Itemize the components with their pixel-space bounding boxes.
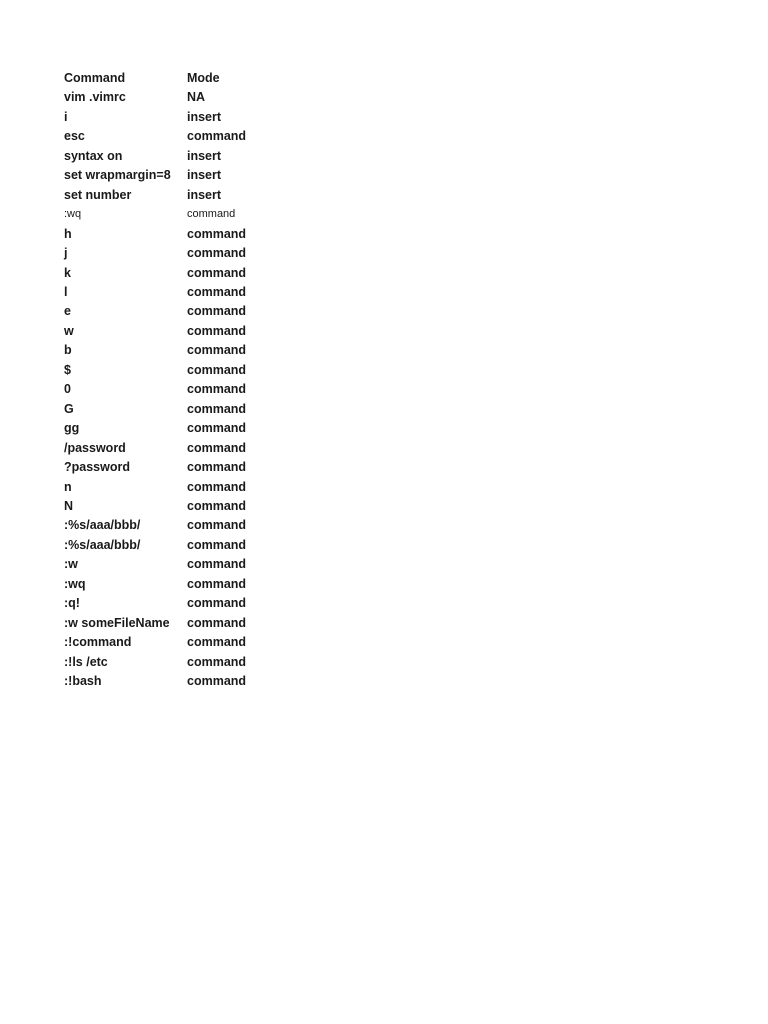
table-row (64, 302, 267, 321)
table-row (64, 497, 267, 516)
mode-cell: command (187, 284, 247, 299)
mode-cell: command (187, 265, 247, 280)
mode-cell: command (187, 615, 247, 630)
command-cell: gg (64, 421, 80, 436)
table-row (64, 536, 267, 555)
command-cell: set number (64, 187, 132, 202)
table-header-row (64, 69, 267, 88)
command-cell: set wrapmargin=8 (64, 168, 171, 183)
table-row (64, 478, 267, 497)
command-cell: :wq (64, 208, 82, 221)
mode-cell: command (187, 421, 247, 436)
mode-cell: insert (187, 148, 222, 163)
table-row (64, 147, 267, 166)
command-cell: syntax on (64, 148, 123, 163)
table-row (64, 633, 267, 652)
command-cell: esc (64, 129, 85, 144)
command-cell: :%s/aaa/bbb/ (64, 537, 141, 552)
mode-cell: command (187, 557, 247, 572)
command-cell: l (64, 284, 68, 299)
mode-cell: command (187, 323, 247, 338)
mode-cell: command (187, 460, 247, 475)
mode-cell: command (187, 304, 247, 319)
mode-cell: command (187, 576, 247, 591)
mode-cell: command (187, 537, 247, 552)
table-row (64, 672, 267, 691)
table-row (64, 166, 267, 185)
command-cell: N (64, 498, 74, 513)
table-row (64, 594, 267, 613)
table-row (64, 439, 267, 458)
table-row (64, 341, 267, 360)
command-cell: :q! (64, 596, 80, 611)
table-row (64, 380, 267, 399)
command-cell: $ (64, 362, 71, 377)
table-row (64, 108, 267, 127)
command-cell: /password (64, 440, 126, 455)
table-row (64, 127, 267, 146)
command-cell: i (64, 109, 68, 124)
table-row (64, 283, 267, 302)
mode-cell: insert (187, 187, 222, 202)
mode-cell: command (187, 440, 247, 455)
mode-cell: command (187, 596, 247, 611)
command-cell: :!ls /etc (64, 654, 108, 669)
command-cell: ?password (64, 460, 130, 475)
mode-cell: command (187, 674, 247, 689)
mode-cell: command (187, 382, 247, 397)
table-row (64, 516, 267, 535)
command-cell: vim .vimrc (64, 90, 126, 105)
table-row (64, 264, 267, 283)
command-cell: w (64, 323, 74, 338)
mode-cell: command (187, 479, 247, 494)
command-cell: 0 (64, 382, 71, 397)
mode-cell: command (187, 208, 236, 221)
mode-cell: command (187, 401, 247, 416)
command-cell: h (64, 226, 72, 241)
command-cell: :%s/aaa/bbb/ (64, 518, 141, 533)
table-row (64, 322, 267, 341)
mode-cell: command (187, 129, 247, 144)
table-row (64, 225, 267, 244)
command-cell: n (64, 479, 72, 494)
mode-cell: command (187, 362, 247, 377)
mode-cell: command (187, 654, 247, 669)
command-table (64, 69, 267, 692)
mode-cell: command (187, 343, 247, 358)
mode-cell: insert (187, 109, 222, 124)
mode-cell: command (187, 226, 247, 241)
table-row (64, 458, 267, 477)
command-cell: :wq (64, 576, 86, 591)
table-row (64, 653, 267, 672)
command-cell: j (64, 246, 68, 261)
command-cell: b (64, 343, 72, 358)
table-row (64, 575, 267, 594)
command-cell: :w someFileName (64, 615, 170, 630)
table-body (64, 88, 267, 691)
command-cell: :w (64, 557, 78, 572)
table-row (64, 244, 267, 263)
table-row (64, 361, 267, 380)
header-command: Command (64, 71, 126, 85)
table-row (64, 419, 267, 438)
command-cell: :!bash (64, 674, 102, 689)
table-row (64, 88, 267, 107)
mode-cell: command (187, 498, 247, 513)
command-cell: :!command (64, 635, 132, 650)
table-row (64, 205, 267, 224)
mode-cell: insert (187, 168, 222, 183)
header-mode: Mode (187, 71, 220, 85)
table-row (64, 555, 267, 574)
command-cell: G (64, 401, 74, 416)
command-cell: e (64, 304, 71, 319)
table-row (64, 614, 267, 633)
table-row (64, 186, 267, 205)
table-row (64, 400, 267, 419)
mode-cell: NA (187, 90, 206, 105)
mode-cell: command (187, 246, 247, 261)
command-cell: k (64, 265, 71, 280)
mode-cell: command (187, 518, 247, 533)
mode-cell: command (187, 635, 247, 650)
